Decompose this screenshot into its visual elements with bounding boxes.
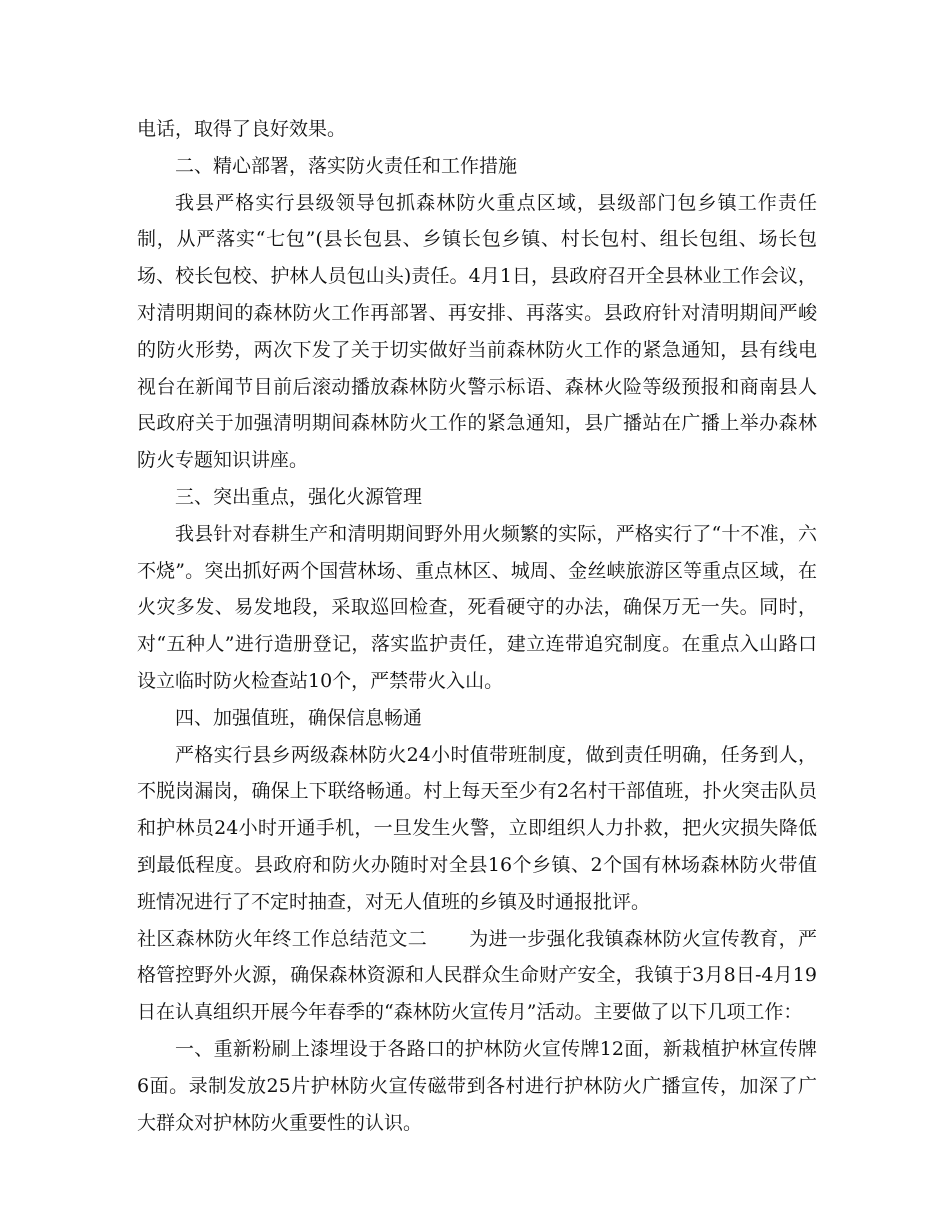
article-intro: 为进一步强化我镇森林防火宣传教育，严格管控野外火源，确保森林资源和人民群众生命财产安全，我镇于3月8日-4月19日在认真组织开展今年春季的“森林防火宣传月”活动。主要做了以下几项工作： <box>137 927 817 1024</box>
section-heading-3: 三、突出重点，强化火源管理 <box>175 485 423 508</box>
paragraph-fire-source: 我县针对春耕生产和清明期间野外用火频繁的实际，严格实行了“十不准，六不烧”。突出抓好两个国营林场、重点林区、城周、金丝峡旅游区等重点区域，在火灾多发、易发地段，采取巡回检查，死看硬守的办法，确保万无一失。同时，对“五种人”进行造册登记，落实监护责任，建立连带追究制度。在重点入山路口设立临时防火检查站10个，严禁带火入山。 <box>137 522 817 692</box>
paragraph-continuation: 电话，取得了良好效果。 <box>137 118 347 140</box>
article-title: 社区森林防火年终工作总结范文二 <box>137 927 428 950</box>
paragraph-signage: 一、重新粉刷上漆埋设于各路口的护林防火宣传牌12面，新栽植护林宣传牌6面。录制发放25片护林防火宣传磁带到各村进行护林防火广播宣传，加深了广大群众对护林防火重要性的认识。 <box>137 1037 817 1134</box>
section-heading-4: 四、加强值班，确保信息畅通 <box>175 706 423 729</box>
paragraph-duty: 严格实行县乡两级森林防火24小时值带班制度，做到责任明确，任务到人，不脱岗漏岗，确保上下联络畅通。村上每天至少有2名村干部值班，扑火突击队员和护林员24小时开通手机，一旦发生火警，立即组织人力扑救，把火灾损失降低到最低程度。县政府和防火办随时对全县16个乡镇、2个国有林场森林防火带值班情况进行了不定时抽查，对无人值班的乡镇及时通报批评。 <box>137 743 817 913</box>
paragraph-responsibility: 我县严格实行县级领导包抓森林防火重点区域，县级部门包乡镇工作责任制，从严落实“七包”(县长包县、乡镇长包乡镇、村长包村、组长包组、场长包场、校长包校、护林人员包山头)责任。4月1日，县政府召开全县林业工作会议，对清明期间的森林防火工作再部署、再安排、再落实。县政府针对清明期间严峻的防火形势，两次下发了关于切实做好当前森林防火工作的紧急通知，县有线电视台在新闻节目前后滚动播放森林防火警示标语、森林火险等级预报和商南县人民政府关于加强清明期间森林防火工作的紧急通知，县广播站在广播上举办森林防火专题知识讲座。 <box>137 191 817 472</box>
section-heading-2: 二、精心部署，落实防火责任和工作措施 <box>175 154 518 177</box>
document-body <box>137 111 817 1141</box>
paragraph-article-two <box>137 921 817 1031</box>
